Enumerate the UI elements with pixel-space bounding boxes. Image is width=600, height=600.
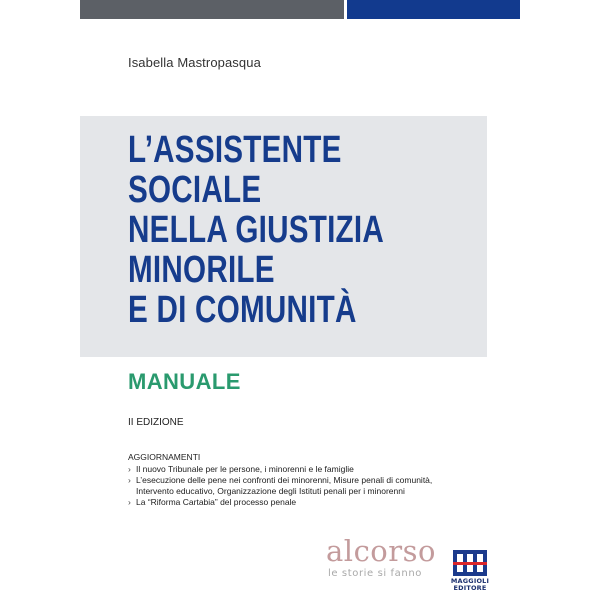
- book-title: [128, 130, 424, 330]
- edition-label: II EDIZIONE: [128, 417, 184, 428]
- author-name: Isabella Mastropasqua: [128, 55, 261, 70]
- list-item: › L’esecuzione delle pene nei confronti dei minorenni, Misure penali di comunità, Intervento educativo, Organizzazione degli Istituti penali per i minorenni: [128, 475, 458, 497]
- publisher-name-line2: EDITORE: [453, 584, 487, 592]
- list-item: › Il nuovo Tribunale per le persone, i minorenni e le famiglie: [128, 464, 458, 475]
- publisher-name-line1: MAGGIOLI: [450, 577, 490, 585]
- book-cover: [80, 0, 520, 600]
- top-bar-gray: [80, 0, 344, 19]
- top-bar-blue: [347, 0, 520, 19]
- publisher-name: [443, 578, 497, 592]
- list-item: › La “Riforma Cartabia” del processo penale: [128, 497, 458, 508]
- book-subtitle: MANUALE: [128, 369, 241, 394]
- updates-list: [128, 464, 458, 508]
- title-line: E DI COMUNITÀ: [128, 289, 357, 331]
- title-line: L’ASSISTENTE: [128, 129, 342, 171]
- title-line: SOCIALE: [128, 169, 262, 211]
- watermark-brand: alcorso: [326, 534, 436, 568]
- watermark: [326, 536, 466, 579]
- watermark-tagline: le storie si fanno: [328, 568, 422, 579]
- updates-heading: AGGIORNAMENTI: [128, 452, 201, 462]
- title-line: NELLA GIUSTIZIA: [128, 209, 384, 251]
- title-line: MINORILE: [128, 249, 275, 291]
